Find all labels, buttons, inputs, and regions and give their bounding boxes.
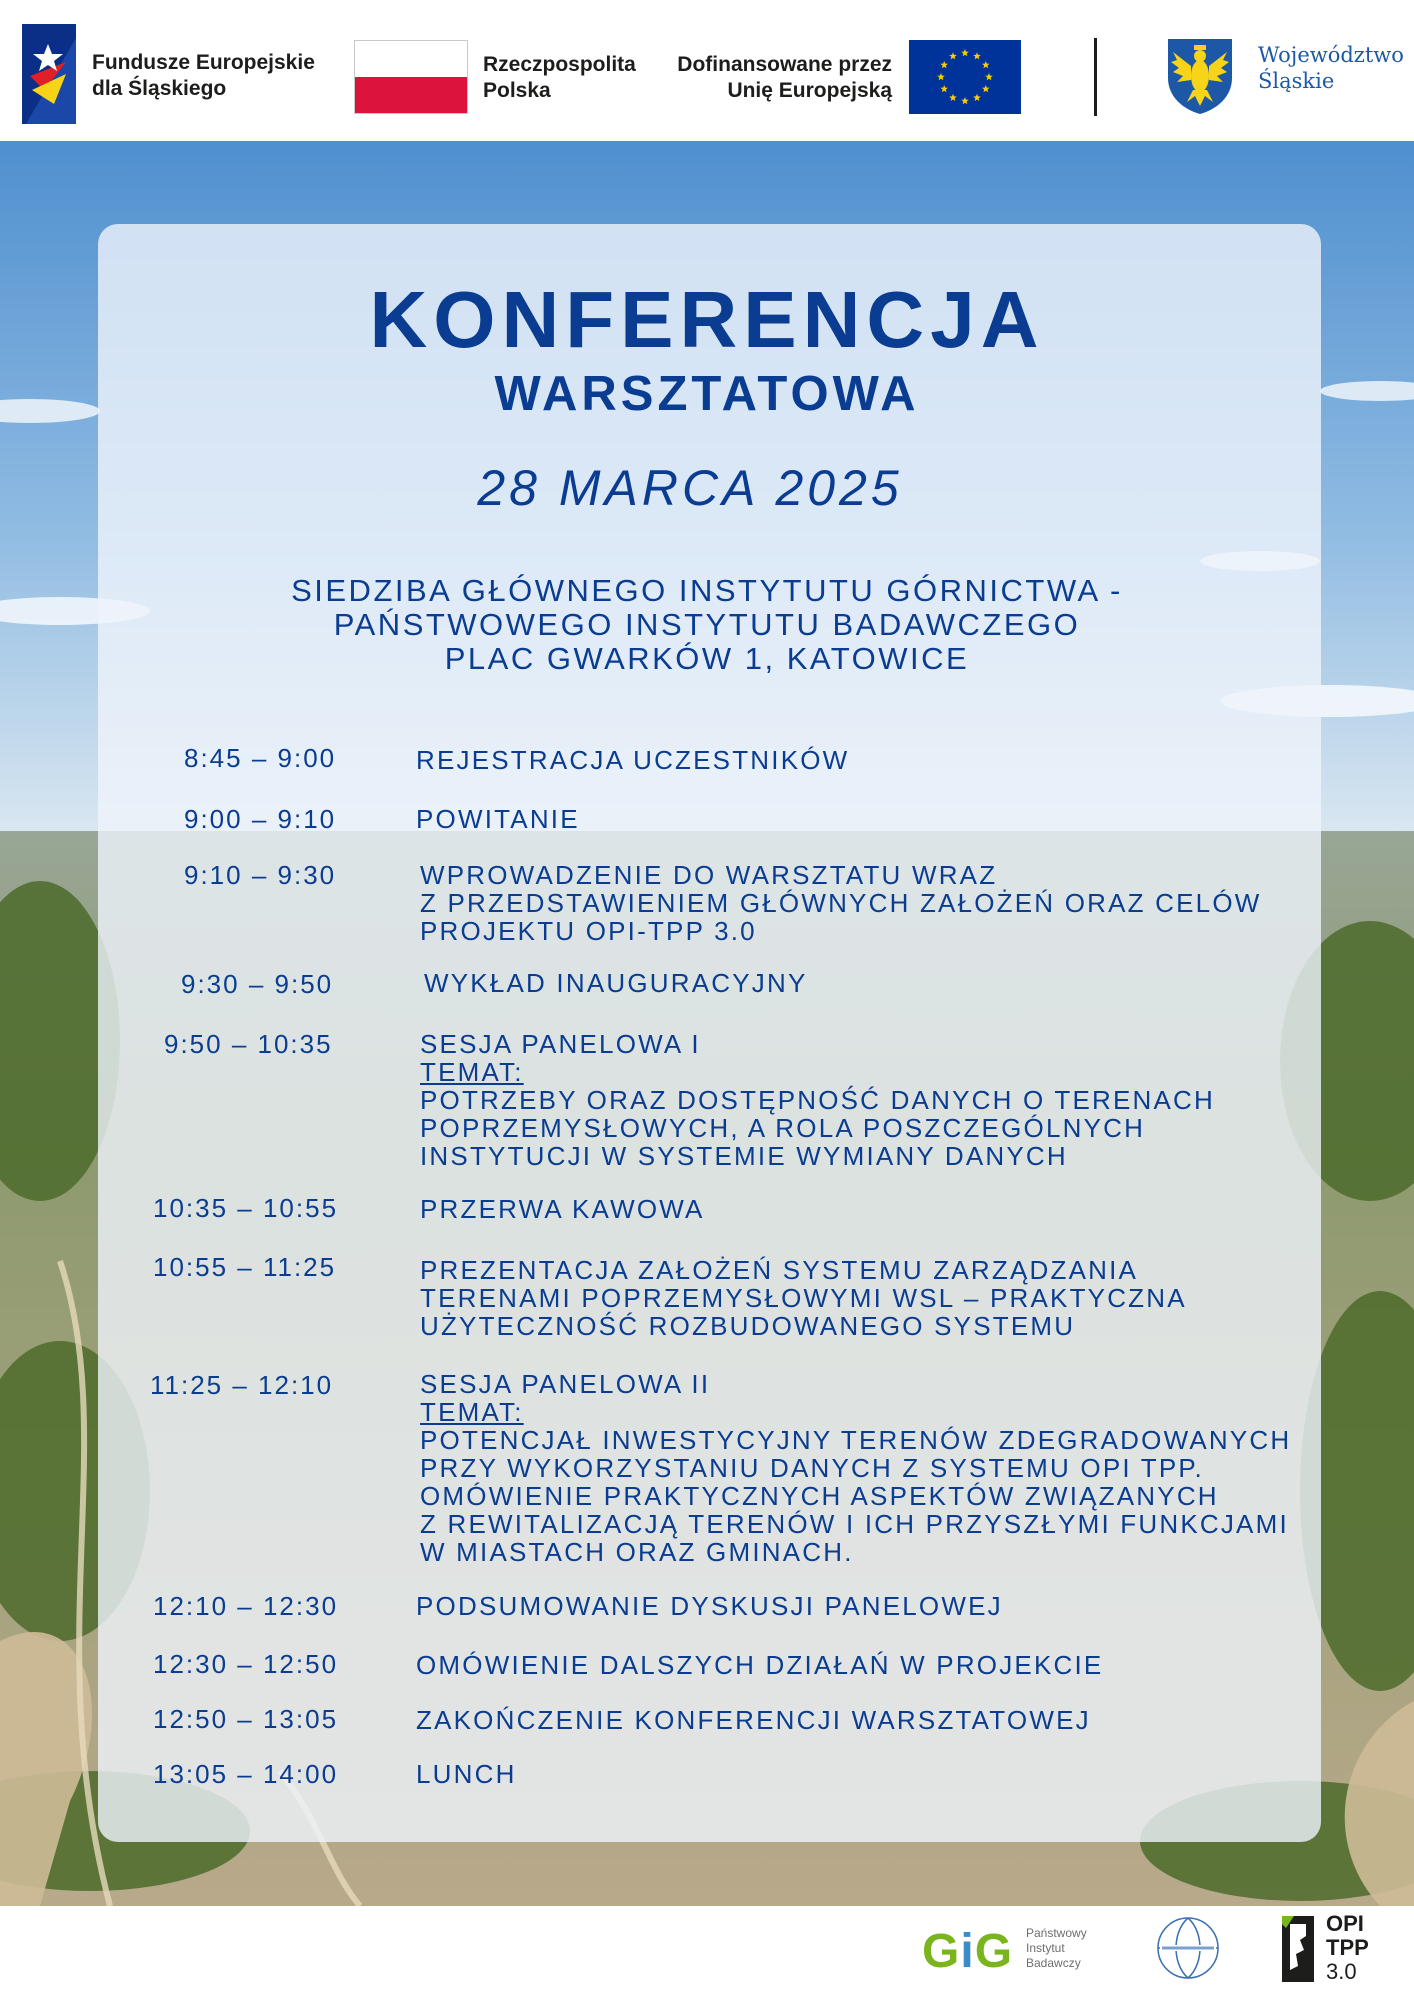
agenda-item-6 [420, 1195, 705, 1223]
opi-line2: TPP [1326, 1935, 1369, 1960]
agenda-topic-label: TEMAT: [420, 1397, 524, 1427]
event-title: KONFERENCJA [369, 275, 1045, 364]
silesia-coat-of-arms-icon [1165, 36, 1235, 116]
agenda-item-8 [420, 1370, 1291, 1566]
agenda-time-11: 12:50 – 13:05 [153, 1704, 339, 1734]
rzeczpospolita-polska-text [483, 52, 636, 104]
agenda-line: PRZY WYKORZYSTANIU DANYCH Z SYSTEMU OPI TPP. [420, 1453, 1204, 1483]
agenda-line: POPRZEMYSŁOWYCH, A ROLA POSZCZEGÓLNYCH [420, 1113, 1146, 1143]
gig-sub-line1: Państwowy [1026, 1926, 1087, 1940]
eu-line2: Unię Europejską [727, 79, 892, 102]
agenda-line: W MIASTACH ORAZ GMINACH. [420, 1537, 854, 1567]
agenda-time-1: 8:45 – 9:00 [184, 743, 337, 773]
poland-flag-icon [354, 40, 468, 114]
agenda-item-10 [416, 1651, 1103, 1679]
agenda-item-9 [416, 1592, 1003, 1620]
event-venue [0, 574, 1414, 676]
opi-tpp-text [1326, 1912, 1369, 1984]
gig-subtitle [1026, 1926, 1087, 1971]
agenda-line: POWITANIE [416, 804, 580, 834]
agenda-item-1 [416, 746, 849, 774]
agenda-line: PRZERWA KAWOWA [420, 1194, 705, 1224]
header-divider [1094, 38, 1097, 116]
agenda-line: OMÓWIENIE DALSZYCH DZIAŁAŃ W PROJEKCIE [416, 1650, 1104, 1680]
agenda-line: TERENAMI POPRZEMYSŁOWYMI WSL – PRAKTYCZNA [420, 1283, 1187, 1313]
venue-line-3: PLAC GWARKÓW 1, KATOWICE [444, 641, 970, 676]
agenda-line: PROJEKTU OPI-TPP 3.0 [420, 916, 757, 946]
eu-cofinancing-text [650, 52, 892, 104]
agenda-line: OMÓWIENIE PRAKTYCZNYCH ASPEKTÓW ZWIĄZANYCH [420, 1481, 1219, 1511]
agenda-time-12: 13:05 – 14:00 [153, 1759, 339, 1789]
woj-line1: Województwo [1258, 43, 1404, 67]
agenda-time-6: 10:35 – 10:55 [153, 1193, 339, 1223]
gig-sub-line2: Instytut [1026, 1941, 1065, 1955]
agenda-topic-label: TEMAT: [420, 1057, 524, 1087]
woj-line2: Śląskie [1258, 69, 1335, 93]
agenda-line: SESJA PANELOWA I [420, 1029, 701, 1059]
agenda-item-2 [416, 805, 580, 833]
agenda-line: WPROWADZENIE DO WARSZTATU WRAZ [420, 860, 998, 890]
rp-line1: Rzeczpospolita [483, 53, 636, 76]
fe-line2: dla Śląskiego [92, 77, 227, 100]
fe-line1: Fundusze Europejskie [92, 51, 315, 74]
agenda-item-12 [416, 1760, 517, 1788]
agenda-line: PREZENTACJA ZAŁOŻEŃ SYSTEMU ZARZĄDZANIA [420, 1255, 1139, 1285]
agenda-item-3 [420, 861, 1262, 945]
agenda-line: PODSUMOWANIE DYSKUSJI PANELOWEJ [416, 1591, 1003, 1621]
gig-letter-g1: G [922, 1925, 961, 1978]
agenda-item-7 [420, 1256, 1187, 1340]
venue-line-1: SIEDZIBA GŁÓWNEGO INSTYTUTU GÓRNICTWA - [291, 573, 1123, 608]
event-date: 28 MARCA 2025 [477, 460, 903, 516]
event-subtitle: WARSZTATOWA [494, 367, 920, 421]
opi-version: 3.0 [1326, 1959, 1357, 1984]
agenda-line: UŻYTECZNOŚĆ ROZBUDOWANEGO SYSTEMU [420, 1311, 1076, 1341]
gig-logo [922, 1926, 1013, 1978]
opi-tpp-logo-icon [1276, 1910, 1320, 1988]
opi-line1: OPI [1326, 1911, 1364, 1936]
fundusze-europejskie-text [92, 50, 315, 102]
agenda-item-5 [420, 1030, 1215, 1170]
agenda-line: Z REWITALIZACJĄ TERENÓW I ICH PRZYSZŁYMI FUNKCJAMI [420, 1509, 1289, 1539]
wojewodztwo-slaskie-text [1258, 42, 1404, 94]
agenda-line: LUNCH [416, 1759, 517, 1789]
agenda-line: POTRZEBY ORAZ DOSTĘPNOŚĆ DANYCH O TERENACH [420, 1085, 1215, 1115]
fundusze-europejskie-logo-icon [22, 24, 76, 124]
agenda-time-9: 12:10 – 12:30 [153, 1591, 339, 1621]
gig-sub-line3: Badawczy [1026, 1956, 1081, 1970]
water-sphere-logo-icon [1152, 1912, 1224, 1984]
venue-line-2: PAŃSTWOWEGO INSTYTUTU BADAWCZEGO [333, 607, 1081, 642]
agenda-time-4: 9:30 – 9:50 [181, 969, 334, 999]
agenda-item-11 [416, 1706, 1091, 1734]
agenda-line: REJESTRACJA UCZESTNIKÓW [416, 745, 850, 775]
rp-line2: Polska [483, 79, 551, 102]
eu-line1: Dofinansowane przez [677, 53, 892, 76]
gig-letter-i: i [960, 1925, 975, 1978]
agenda-line: SESJA PANELOWA II [420, 1369, 711, 1399]
agenda-time-3: 9:10 – 9:30 [184, 860, 337, 890]
gig-letter-g2: G [974, 1925, 1014, 1978]
agenda-line: POTENCJAŁ INWESTYCYJNY TERENÓW ZDEGRADOWANYCH [420, 1425, 1292, 1455]
agenda-time-5: 9:50 – 10:35 [164, 1029, 333, 1059]
agenda-line: ZAKOŃCZENIE KONFERENCJI WARSZTATOWEJ [416, 1705, 1091, 1735]
eu-flag-icon [909, 40, 1021, 114]
agenda-time-10: 12:30 – 12:50 [153, 1649, 339, 1679]
agenda-line: WYKŁAD INAUGURACYJNY [424, 968, 808, 998]
agenda-line: INSTYTUCJI W SYSTEMIE WYMIANY DANYCH [420, 1141, 1068, 1171]
agenda-time-7: 10:55 – 11:25 [153, 1252, 337, 1282]
agenda-time-2: 9:00 – 9:10 [184, 804, 337, 834]
agenda-time-8: 11:25 – 12:10 [150, 1370, 334, 1400]
agenda-item-4 [424, 969, 808, 997]
agenda-line: Z PRZEDSTAWIENIEM GŁÓWNYCH ZAŁOŻEŃ ORAZ CELÓW [420, 888, 1262, 918]
